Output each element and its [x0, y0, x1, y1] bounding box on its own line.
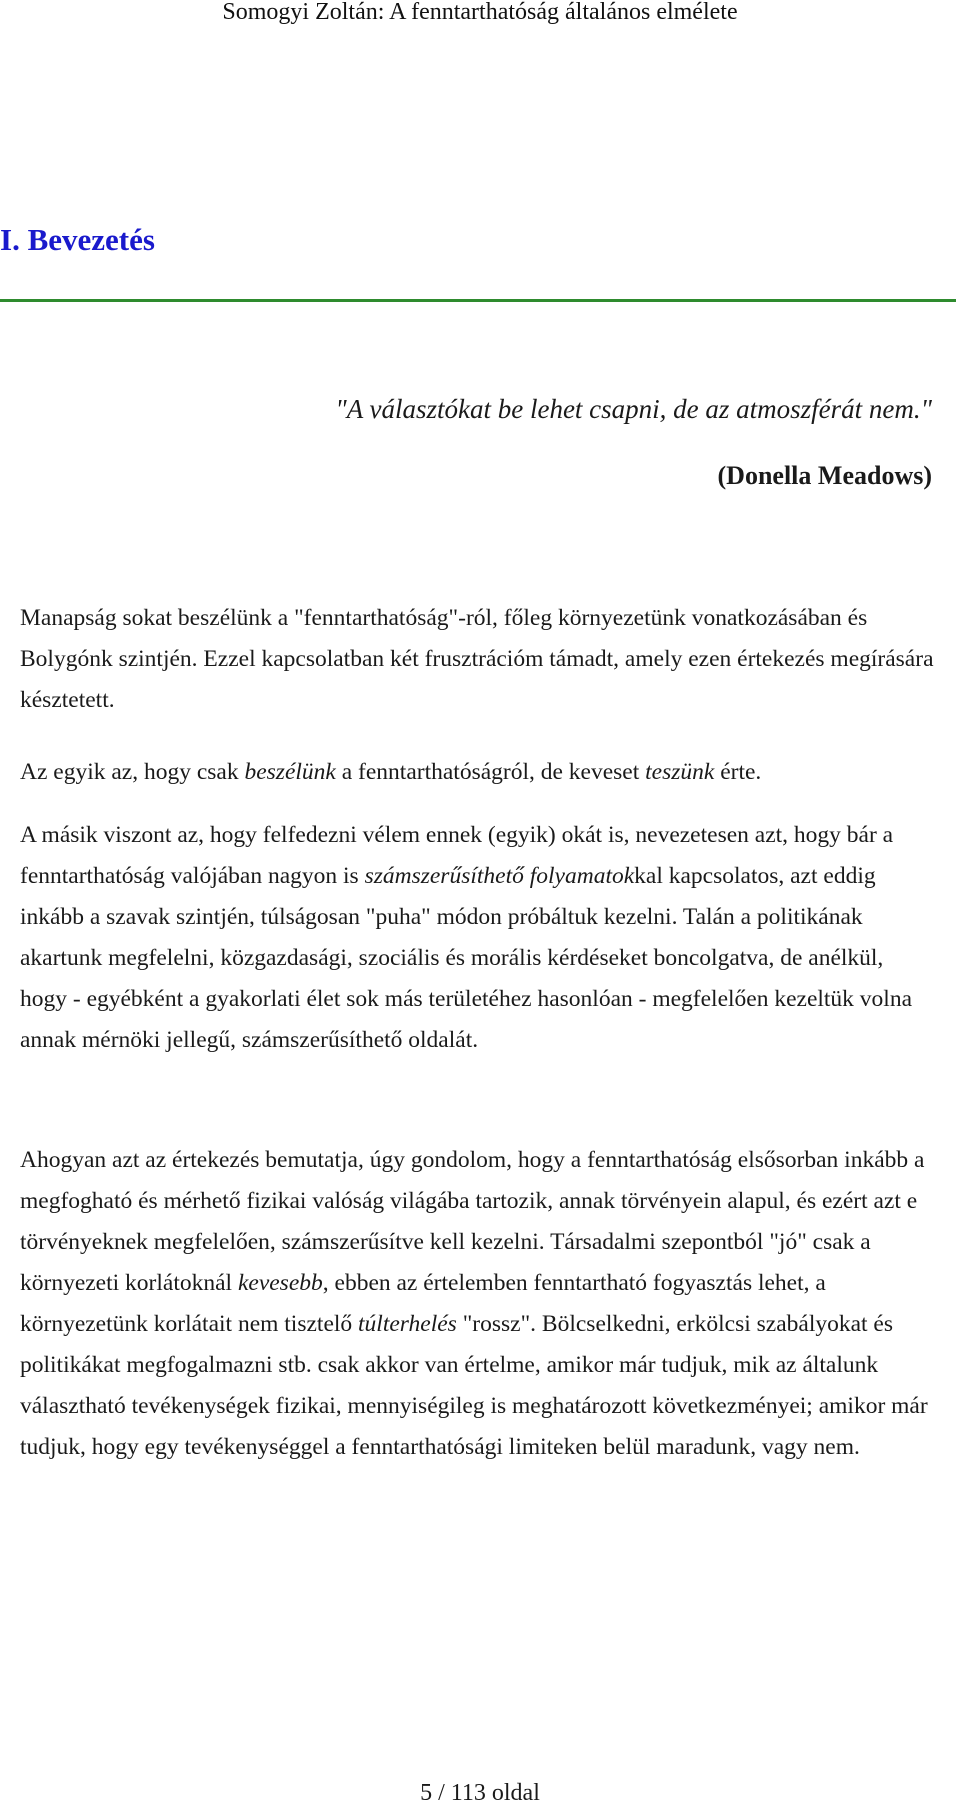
text-run: "rossz". Bölcselkedni, erkölcsi szabályokat és politikákat megfogalmazni stb. csak akkor van értelme, amikor már tudjuk, mik az általunk választható tevékenységek fizikai, mennyiségileg is meghatározott következményei; amikor már tudjuk, hogy egy tevékenységgel a fenntarthatósági limiteken belül maradunk, vagy nem.	[20, 1311, 928, 1460]
paragraph-thesis	[20, 1140, 935, 1468]
chapter-divider	[0, 299, 956, 302]
epigraph-author: (Donella Meadows)	[717, 461, 932, 490]
text-run: Az egyik az, hogy csak	[20, 759, 245, 785]
text-run: a fenntarthatóságról, de keveset	[335, 759, 646, 785]
text-run: érte.	[714, 759, 762, 785]
chapter-heading: I. Bevezetés	[0, 222, 155, 257]
text-run: kal kapcsolatos, azt eddig inkább a szavak szintjén, túlságosan "puha" módon próbáltuk kezelni. Talán a politikának akartunk megfelelni, közgazdasági, szociális és morális kérdéseket boncolgatva, de anélkül, hogy - egyébként a gyakorlati élet sok más területéhez hasonlóan - megfelelően kezeltük volna annak mérnöki jellegű, számszerűsíthető oldalát.	[20, 863, 913, 1053]
text-run: , ebben az értelemben fenntartható fogyasztás lehet, a környezetünk korlátait nem tisztelő	[20, 1270, 826, 1337]
epigraph-quote: "A választókat be lehet csapni, de az atmoszférát nem."	[335, 394, 932, 424]
text-run: A másik viszont az, hogy felfedezni vélem ennek (egyik) okát is, nevezetesen azt, hogy bár a fenntarthatóság valójában nagyon is	[20, 822, 894, 889]
paragraph-intro: Manapság sokat beszélünk a "fenntarthatóság"-ról, főleg környezetünk vonatkozásában és Bolygónk szintjén. Ezzel kapcsolatban két frusztrációm támadt, amely ezen értekezés megírására késztetett.	[20, 605, 934, 713]
emphasis-text: teszünk	[645, 759, 715, 785]
running-header: Somogyi Zoltán: A fenntarthatóság általános elmélete	[222, 0, 738, 25]
emphasis-text: beszélünk	[244, 759, 336, 785]
paragraph-first-frustration	[20, 752, 935, 793]
emphasis-text: kevesebb	[237, 1270, 323, 1296]
emphasis-text: túlterhelés	[358, 1311, 457, 1337]
text-run: Ahogyan azt az értekezés bemutatja, úgy gondolom, hogy a fenntarthatóság elsősorban inkább a megfogható és mérhető fizikai valóság világába tartozik, annak törvényein alapul, és ezért azt e törvényeknek megfelelően, számszerűsítve kell kezelni. Társadalmi szepontból "jó" csak a környezeti korlátoknál	[20, 1147, 925, 1296]
page-number: 5 / 113 oldal	[420, 1780, 540, 1806]
emphasis-text: számszerűsíthető folyamatok	[364, 863, 635, 889]
paragraph-second-frustration	[20, 815, 935, 1061]
